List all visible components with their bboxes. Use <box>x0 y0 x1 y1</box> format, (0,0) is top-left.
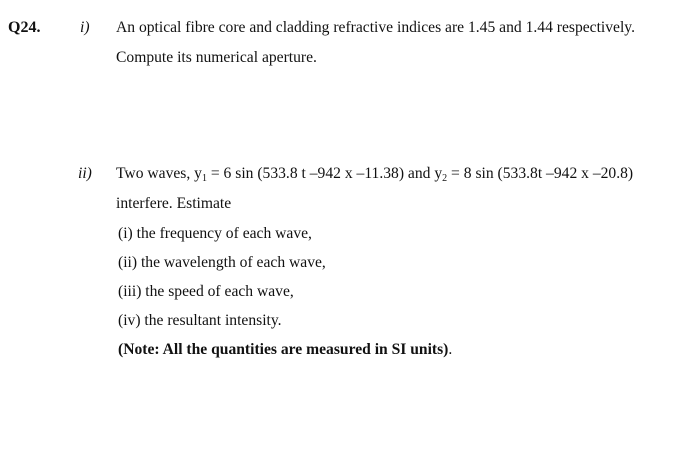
part-ii-line-1 <box>116 165 633 183</box>
note-period: . <box>448 341 453 358</box>
wave-subscript-2: 2 <box>442 173 448 184</box>
part-ii-label: ii) <box>78 165 92 182</box>
part-ii-line-2: interfere. Estimate <box>116 195 232 212</box>
note <box>118 341 452 359</box>
part-i-line-2: Compute its numerical aperture. <box>116 49 317 66</box>
wave-text-b: = 6 sin (533.8 t –942 x –11.38) and y <box>206 165 443 182</box>
part-i-line-1: An optical fibre core and cladding refractive indices are 1.45 and 1.44 respectively. <box>116 19 635 36</box>
subpart-frequency: (i) the frequency of each wave, <box>118 225 312 242</box>
subpart-intensity: (iv) the resultant intensity. <box>118 312 282 329</box>
part-i-label: i) <box>80 19 90 36</box>
note-bold-text: (Note: All the quantities are measured in SI units) <box>118 341 449 358</box>
subpart-wavelength: (ii) the wavelength of each wave, <box>118 254 326 271</box>
wave-subscript-1: 1 <box>201 173 207 184</box>
wave-text-a: Two waves, y <box>116 165 202 182</box>
wave-text-c: = 8 sin (533.8t –942 x –20.8) <box>447 165 634 182</box>
question-number: Q24. <box>8 19 41 36</box>
subpart-speed: (iii) the speed of each wave, <box>118 283 294 300</box>
